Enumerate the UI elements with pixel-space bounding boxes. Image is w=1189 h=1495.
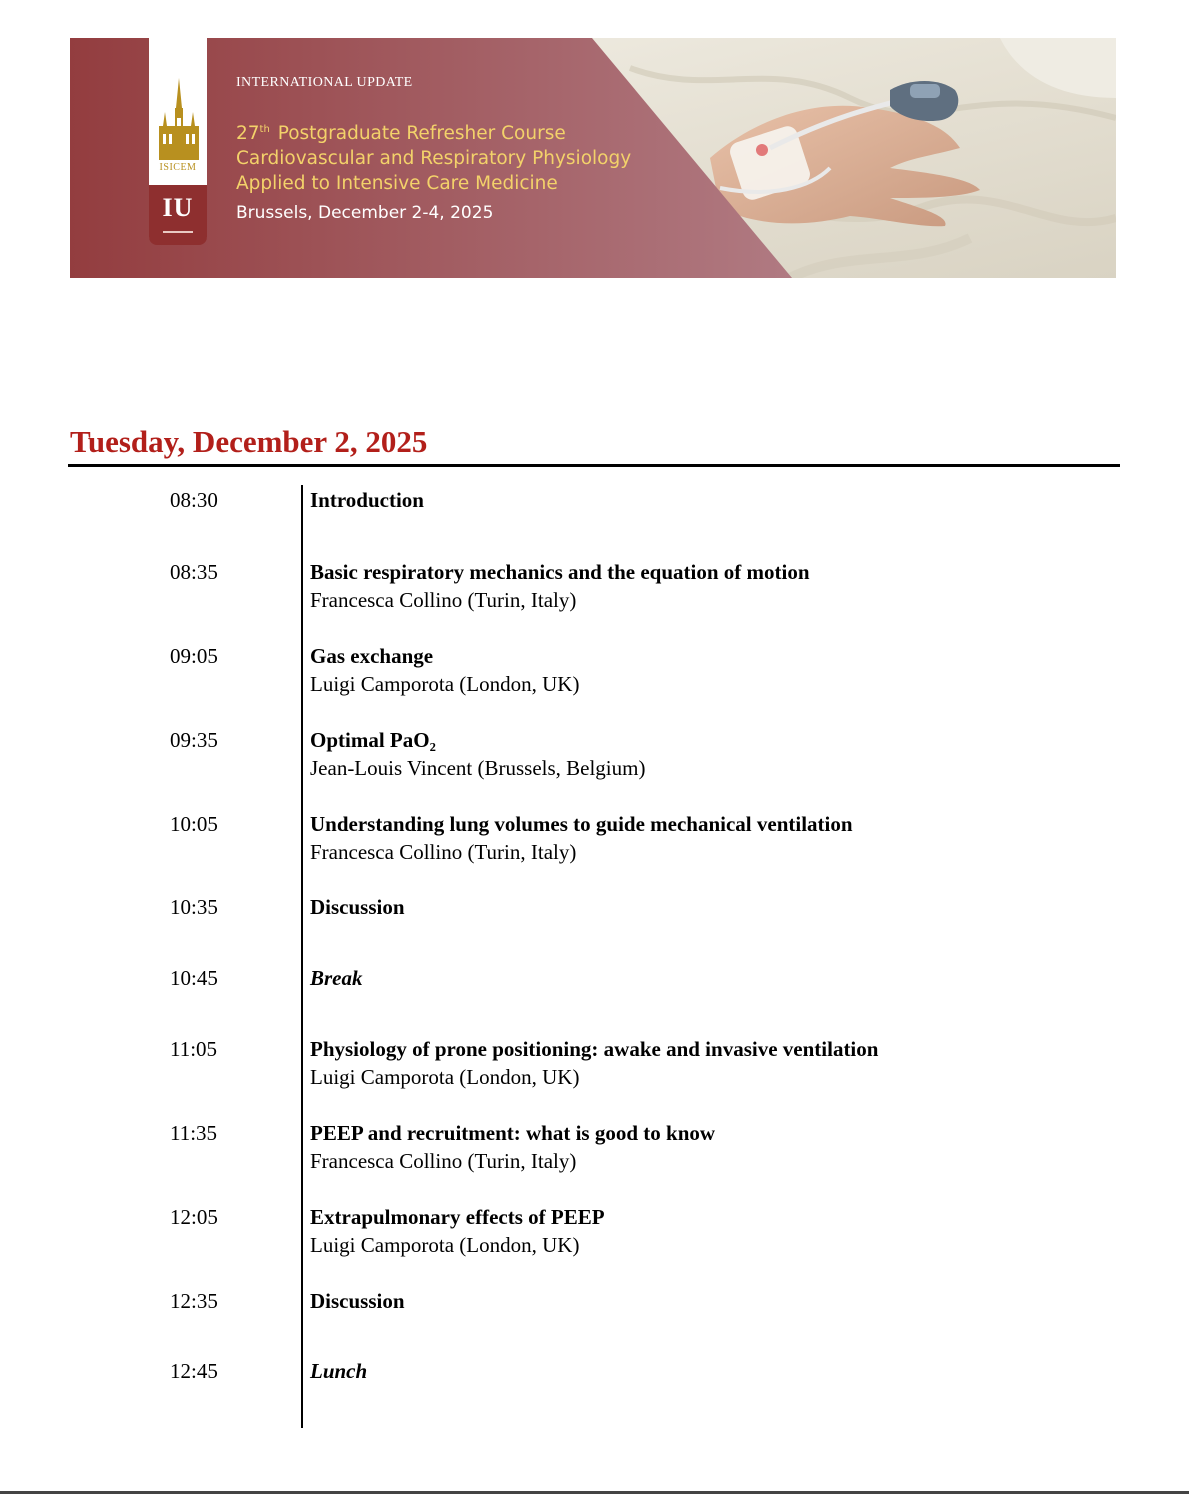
logo-letters: IU	[162, 193, 194, 222]
agenda-time: 12:05	[170, 1205, 218, 1229]
agenda-title: Optimal PaO₂	[310, 728, 436, 752]
agenda-title: Extrapulmonary effects of PEEP	[310, 1205, 605, 1229]
agenda-title: PEEP and recruitment: what is good to know	[310, 1121, 716, 1145]
agenda-title: Understanding lung volumes to guide mechanical ventilation	[310, 812, 853, 836]
agenda-title: Basic respiratory mechanics and the equation of motion	[310, 560, 810, 584]
course-location-date: Brussels, December 2-4, 2025	[236, 203, 494, 223]
agenda-title: Lunch	[310, 1359, 368, 1383]
course-title-line-1-text: Postgraduate Refresher Course	[271, 123, 566, 144]
banner-eyebrow: INTERNATIONAL UPDATE	[236, 75, 413, 90]
agenda-time: 12:45	[170, 1359, 218, 1383]
heading-divider	[68, 464, 1120, 467]
agenda-title: Gas exchange	[310, 644, 434, 668]
agenda-title: Introduction	[310, 488, 424, 512]
logo-underline	[163, 231, 193, 233]
course-title	[236, 117, 716, 196]
agenda-time: 11:05	[170, 1037, 218, 1061]
course-title-line-2: Cardiovascular and Respiratory Physiology	[236, 148, 632, 169]
agenda-time: 09:35	[170, 728, 218, 752]
agenda-speaker: Francesca Collino (Turin, Italy)	[310, 588, 577, 612]
agenda-time: 11:35	[170, 1121, 218, 1145]
agenda-title: Discussion	[310, 1289, 405, 1313]
course-title-line-3: Applied to Intensive Care Medicine	[236, 173, 558, 194]
agenda-time: 10:35	[170, 895, 218, 919]
agenda-time: 09:05	[170, 644, 218, 668]
page-bottom-border	[0, 1491, 1189, 1494]
agenda-time: 10:45	[170, 966, 218, 990]
agenda-speaker: Jean-Louis Vincent (Brussels, Belgium)	[310, 756, 646, 780]
agenda-speaker: Luigi Camporota (London, UK)	[310, 1065, 580, 1089]
agenda-speaker: Luigi Camporota (London, UK)	[310, 672, 580, 696]
course-banner	[70, 38, 1116, 278]
cathedral-icon	[157, 78, 201, 160]
iu-logo	[149, 185, 207, 245]
day-heading: Tuesday, December 2, 2025	[70, 424, 428, 459]
agenda-speaker: Luigi Camporota (London, UK)	[310, 1233, 580, 1257]
agenda-speaker: Francesca Collino (Turin, Italy)	[310, 1149, 577, 1173]
course-edition-suffix: th	[259, 124, 270, 135]
agenda-time: 12:35	[170, 1289, 218, 1313]
agenda-time: 08:30	[170, 488, 218, 512]
logo-org-name: ISICEM	[159, 162, 197, 173]
agenda-title: Physiology of prone positioning: awake and invasive ventilation	[310, 1037, 879, 1061]
agenda-time: 10:05	[170, 812, 218, 836]
agenda-title: Discussion	[310, 895, 405, 919]
course-title-line-1	[236, 117, 716, 146]
course-edition-number: 27	[236, 123, 260, 144]
timeline-divider	[301, 485, 303, 1428]
agenda-time: 08:35	[170, 560, 218, 584]
agenda-speaker: Francesca Collino (Turin, Italy)	[310, 840, 577, 864]
agenda-title: Break	[310, 966, 363, 990]
